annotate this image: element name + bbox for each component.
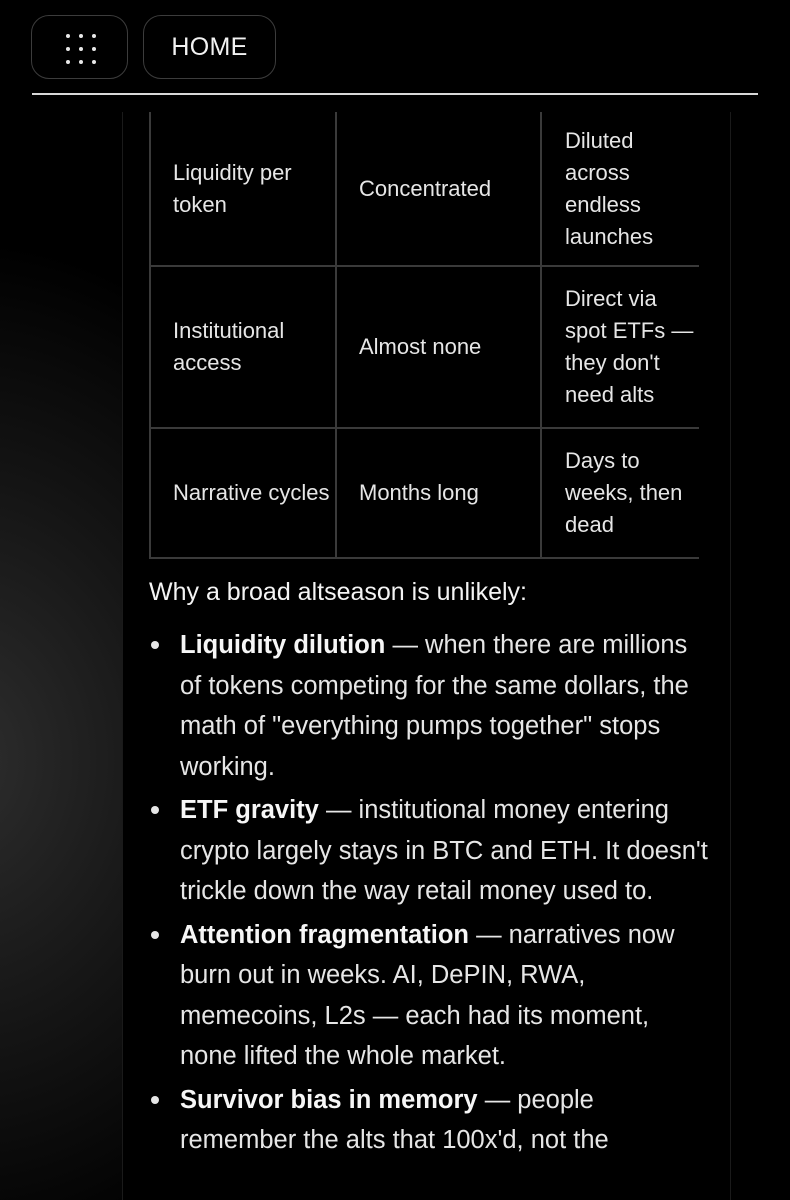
bullet-list bbox=[149, 625, 709, 1164]
comparison-table bbox=[149, 112, 699, 559]
table-cell-label: Institutional access bbox=[150, 266, 336, 428]
bullet-dot-icon bbox=[151, 806, 159, 814]
list-item bbox=[149, 625, 709, 787]
top-bar bbox=[0, 0, 790, 96]
content-card bbox=[122, 112, 731, 1200]
bullet-term: Attention fragmentation bbox=[180, 920, 469, 949]
table-cell-now: Days to weeks, then dead bbox=[541, 428, 699, 558]
bullet-term: Liquidity dilution bbox=[180, 631, 386, 659]
list-item bbox=[149, 1080, 709, 1161]
table-cell-now: Direct via spot ETFs — they don't need alts bbox=[541, 266, 699, 428]
bullet-term: Survivor bias in memory bbox=[180, 1085, 478, 1114]
bullet-text: — institutional money entering crypto largely stays in BTC and ETH. It doesn't trickle down the way retail money used to. bbox=[180, 796, 708, 905]
table-row bbox=[150, 112, 699, 266]
list-item bbox=[149, 790, 709, 912]
comparison-table-wrapper[interactable] bbox=[149, 112, 699, 559]
table-cell-label: Liquidity per token bbox=[150, 112, 336, 266]
table-cell-then: Months long bbox=[336, 428, 541, 558]
list-item bbox=[149, 915, 709, 1077]
table-cell-then: Concentrated bbox=[336, 112, 541, 266]
bullet-dot-icon bbox=[151, 931, 159, 939]
bullet-dot-icon bbox=[151, 641, 159, 649]
home-button[interactable]: HOME bbox=[143, 15, 276, 79]
table-row bbox=[150, 428, 699, 558]
bullet-text: — people remember the alts that 100x'd, not the bbox=[180, 1085, 609, 1154]
header-divider bbox=[32, 93, 758, 95]
bullet-text: — when there are millions of tokens competing for the same dollars, the math of "everything pumps together" stops working. bbox=[180, 631, 689, 781]
table-cell-then: Almost none bbox=[336, 266, 541, 428]
table-cell-now: Diluted across endless launches bbox=[541, 112, 699, 266]
section-heading: Why a broad altseason is unlikely: bbox=[149, 578, 527, 606]
bullet-text: — narratives now burn out in weeks. AI, DePIN, RWA, memecoins, L2s — each had its moment, none lifted the whole market. bbox=[180, 920, 675, 1070]
bullet-dot-icon bbox=[151, 1096, 159, 1104]
menu-button[interactable] bbox=[31, 15, 128, 79]
bullet-term: ETF gravity bbox=[180, 796, 319, 824]
table-cell-label: Narrative cycles bbox=[150, 428, 336, 558]
table-row bbox=[150, 266, 699, 428]
grid-dots-icon bbox=[66, 34, 96, 64]
